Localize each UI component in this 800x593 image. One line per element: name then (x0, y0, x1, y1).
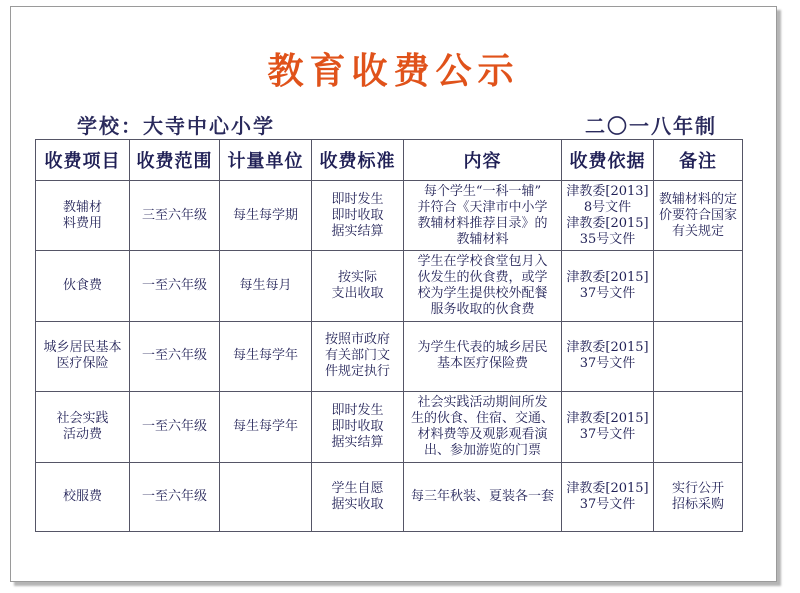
fee-item: 教辅材 料费用 (36, 181, 130, 251)
table-row (36, 462, 743, 531)
fee-scope: 一至六年级 (130, 321, 220, 391)
fee-basis: 津教委[2015] 37号文件 (562, 392, 654, 462)
fee-content: 每个学生“一科一辅” 并符合《天津市中小学 教辅材料推荐目录》的 教辅材料 (404, 181, 562, 251)
header-standard: 收费标准 (312, 140, 404, 181)
school-name: 学校：大寺中心小学 (77, 114, 275, 138)
fee-unit (220, 462, 312, 531)
fee-scope: 一至六年级 (130, 392, 220, 462)
fee-standard: 即时发生 即时收取 据实结算 (312, 392, 404, 462)
fee-note (654, 392, 743, 462)
header-note: 备注 (654, 140, 743, 181)
fee-basis: 津教委[2015] 37号文件 (562, 251, 654, 321)
fee-standard: 按照市政府 有关部门文 件规定执行 (312, 321, 404, 391)
fee-standard: 按实际 支出收取 (312, 251, 404, 321)
fee-unit: 每生每学年 (220, 392, 312, 462)
fee-note: 实行公开 招标采购 (654, 462, 743, 531)
fee-table-header (36, 140, 743, 181)
fee-scope: 三至六年级 (130, 181, 220, 251)
fee-standard: 即时发生 即时收取 据实结算 (312, 181, 404, 251)
header-basis: 收费依据 (562, 140, 654, 181)
fee-scope: 一至六年级 (130, 462, 220, 531)
fee-content: 为学生代表的城乡居民 基本医疗保险费 (404, 321, 562, 391)
fee-note (654, 321, 743, 391)
fee-content: 每三年秋装、夏装各一套 (404, 462, 562, 531)
header-content: 内容 (404, 140, 562, 181)
header-item: 收费项目 (36, 140, 130, 181)
fee-table-body (36, 181, 743, 532)
fee-unit: 每生每月 (220, 251, 312, 321)
table-row (36, 251, 743, 321)
fee-note (654, 251, 743, 321)
fee-basis: 津教委[2013] 8号文件 津教委[2015] 35号文件 (562, 181, 654, 251)
fee-content: 学生在学校食堂包月入 伙发生的伙食费，或学 校为学生提供校外配餐 服务收取的伙食费 (404, 251, 562, 321)
fee-content: 社会实践活动期间所发 生的伙食、住宿、交通、 材料费等及观影观看演 出、参加游览的门票 (404, 392, 562, 462)
fee-basis: 津教委[2015] 37号文件 (562, 321, 654, 391)
fee-scope: 一至六年级 (130, 251, 220, 321)
fee-note: 教辅材料的定 价要符合国家 有关规定 (654, 181, 743, 251)
header-unit: 计量单位 (220, 140, 312, 181)
made-year: 二〇一八年制 (585, 114, 717, 138)
fee-standard: 学生自愿 据实收取 (312, 462, 404, 531)
fee-item: 校服费 (36, 462, 130, 531)
fee-unit: 每生每学期 (220, 181, 312, 251)
fee-item: 伙食费 (36, 251, 130, 321)
fee-unit: 每生每学年 (220, 321, 312, 391)
page-title: 教育收费公示 (267, 50, 520, 92)
fee-item: 城乡居民基本 医疗保险 (36, 321, 130, 391)
table-row (36, 321, 743, 391)
table-row (36, 392, 743, 462)
fee-item: 社会实践 活动费 (36, 392, 130, 462)
header-scope: 收费范围 (130, 140, 220, 181)
fee-basis: 津教委[2015] 37号文件 (562, 462, 654, 531)
table-row (36, 181, 743, 251)
fee-table (35, 139, 743, 532)
